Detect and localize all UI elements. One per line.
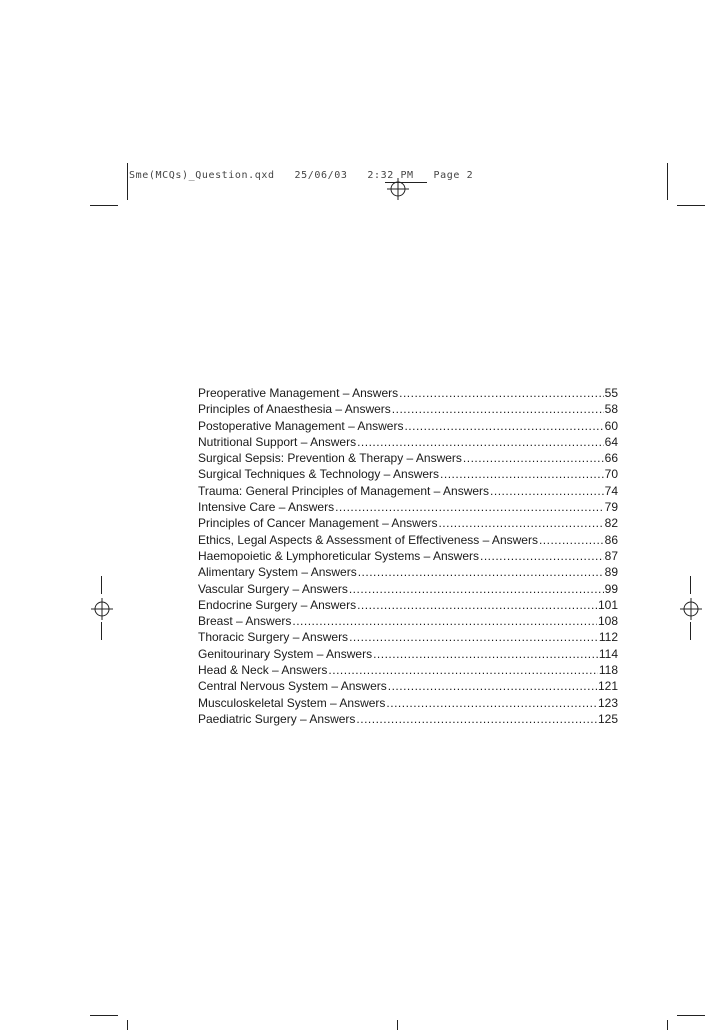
toc-dot-leader <box>490 483 604 499</box>
toc-entry-page: 125 <box>597 711 618 726</box>
toc-entry <box>198 695 618 711</box>
toc-dot-leader <box>399 385 604 401</box>
toc-entry-title: Surgical Sepsis: Prevention & Therapy – Answers <box>198 451 462 466</box>
toc-entry-page: 58 <box>604 402 618 417</box>
crop-mark <box>90 205 118 206</box>
toc-entry <box>198 401 618 417</box>
registration-mark-icon <box>91 598 113 620</box>
toc-entry <box>198 548 618 564</box>
toc-entry-title: Breast – Answers <box>198 614 292 629</box>
toc-entry-title: Principles of Anaesthesia – Answers <box>198 402 391 417</box>
toc-entry <box>198 678 618 694</box>
toc-entry <box>198 515 618 531</box>
toc-entry-page: 114 <box>598 646 618 661</box>
toc-entry-title: Paediatric Surgery – Answers <box>198 711 356 726</box>
toc-dot-leader <box>335 499 604 515</box>
toc-entry <box>198 613 618 629</box>
toc-entry <box>198 646 618 662</box>
toc-dot-leader <box>463 450 604 466</box>
toc-entry-page: 64 <box>604 434 618 449</box>
toc-dot-leader <box>292 613 597 629</box>
toc-entry-page: 74 <box>604 483 618 498</box>
toc-entry-title: Head & Neck – Answers <box>198 663 328 678</box>
toc-entry-title: Genitourinary System – Answers <box>198 646 373 661</box>
toc-entry-title: Musculoskeletal System – Answers <box>198 695 386 710</box>
toc-dot-leader <box>328 662 597 678</box>
toc-dot-leader <box>392 401 604 417</box>
crop-mark <box>397 1020 398 1030</box>
toc-entry-page: 108 <box>597 614 618 629</box>
toc-entry-title: Haemopoietic & Lymphoreticular Systems – Answers <box>198 548 480 563</box>
toc-dot-leader <box>349 581 604 597</box>
toc-dot-leader <box>438 515 603 531</box>
toc-entry <box>198 564 618 580</box>
crop-mark <box>690 576 691 594</box>
registration-mark-icon <box>387 178 409 200</box>
toc-entry-page: 82 <box>604 516 618 531</box>
crop-mark <box>127 163 128 200</box>
toc-entry <box>198 662 618 678</box>
toc-dot-leader <box>349 629 598 645</box>
toc-entry <box>198 385 618 401</box>
toc-dot-leader <box>357 597 597 613</box>
toc-dot-leader <box>440 466 604 482</box>
toc-entry <box>198 434 618 450</box>
toc-entry-title: Principles of Cancer Management – Answers <box>198 516 438 531</box>
toc-entry-page: 87 <box>604 548 618 563</box>
toc-entry-page: 60 <box>604 418 618 433</box>
table-of-contents <box>198 385 618 727</box>
toc-dot-leader <box>386 695 597 711</box>
toc-entry-page: 89 <box>604 565 618 580</box>
crop-mark <box>677 205 705 206</box>
toc-dot-leader <box>480 548 604 564</box>
crop-mark <box>690 622 691 640</box>
toc-entry <box>198 581 618 597</box>
toc-dot-leader <box>373 646 598 662</box>
toc-entry-title: Alimentary System – Answers <box>198 565 357 580</box>
toc-dot-leader <box>358 564 604 580</box>
toc-entry-page: 70 <box>604 467 618 482</box>
toc-entry-title: Postoperative Management – Answers <box>198 418 404 433</box>
toc-entry-page: 86 <box>604 532 618 547</box>
toc-entry-title: Trauma: General Principles of Management – Answers <box>198 483 490 498</box>
toc-entry-title: Preoperative Management – Answers <box>198 386 399 400</box>
toc-entry <box>198 450 618 466</box>
toc-entry-title: Thoracic Surgery – Answers <box>198 630 349 645</box>
toc-entry-page: 118 <box>598 663 618 678</box>
toc-dot-leader <box>388 678 597 694</box>
toc-entry <box>198 597 618 613</box>
toc-entry-title: Vascular Surgery – Answers <box>198 581 348 596</box>
toc-dot-leader <box>356 711 597 727</box>
toc-entry-page: 99 <box>604 581 618 596</box>
toc-entry-title: Endocrine Surgery – Answers <box>198 597 357 612</box>
toc-entry <box>198 483 618 499</box>
toc-entry-title: Central Nervous System – Answers <box>198 679 387 694</box>
crop-mark <box>667 163 668 200</box>
crop-mark <box>90 1015 118 1016</box>
toc-entry-page: 121 <box>597 679 618 694</box>
print-slug-line: Sme(MCQs)_Question.qxd 25/06/03 2:32 PM Page 2 <box>129 170 474 181</box>
toc-entry-page: 79 <box>604 500 618 515</box>
toc-dot-leader <box>357 434 604 450</box>
toc-entry-page: 55 <box>604 386 618 400</box>
toc-entry <box>198 629 618 645</box>
toc-dot-leader <box>404 418 603 434</box>
toc-entry-page: 123 <box>597 695 618 710</box>
toc-entry-page: 66 <box>604 451 618 466</box>
crop-mark <box>677 1015 705 1016</box>
toc-entry <box>198 711 618 727</box>
crop-mark <box>667 1020 668 1030</box>
toc-entry-title: Surgical Techniques & Technology – Answers <box>198 467 440 482</box>
crop-mark <box>127 1020 128 1030</box>
toc-entry-title: Nutritional Support – Answers <box>198 434 357 449</box>
toc-entry-title: Ethics, Legal Aspects & Assessment of Effectiveness – Answers <box>198 532 538 547</box>
registration-mark-icon <box>680 598 702 620</box>
crop-mark <box>101 576 102 594</box>
toc-entry-title: Intensive Care – Answers <box>198 500 335 515</box>
toc-entry-page: 101 <box>597 597 618 612</box>
toc-entry <box>198 532 618 548</box>
toc-entry-page: 112 <box>598 630 618 645</box>
toc-entry <box>198 418 618 434</box>
crop-mark <box>101 622 102 640</box>
toc-dot-leader <box>539 532 604 548</box>
toc-entry <box>198 466 618 482</box>
toc-entry <box>198 499 618 515</box>
